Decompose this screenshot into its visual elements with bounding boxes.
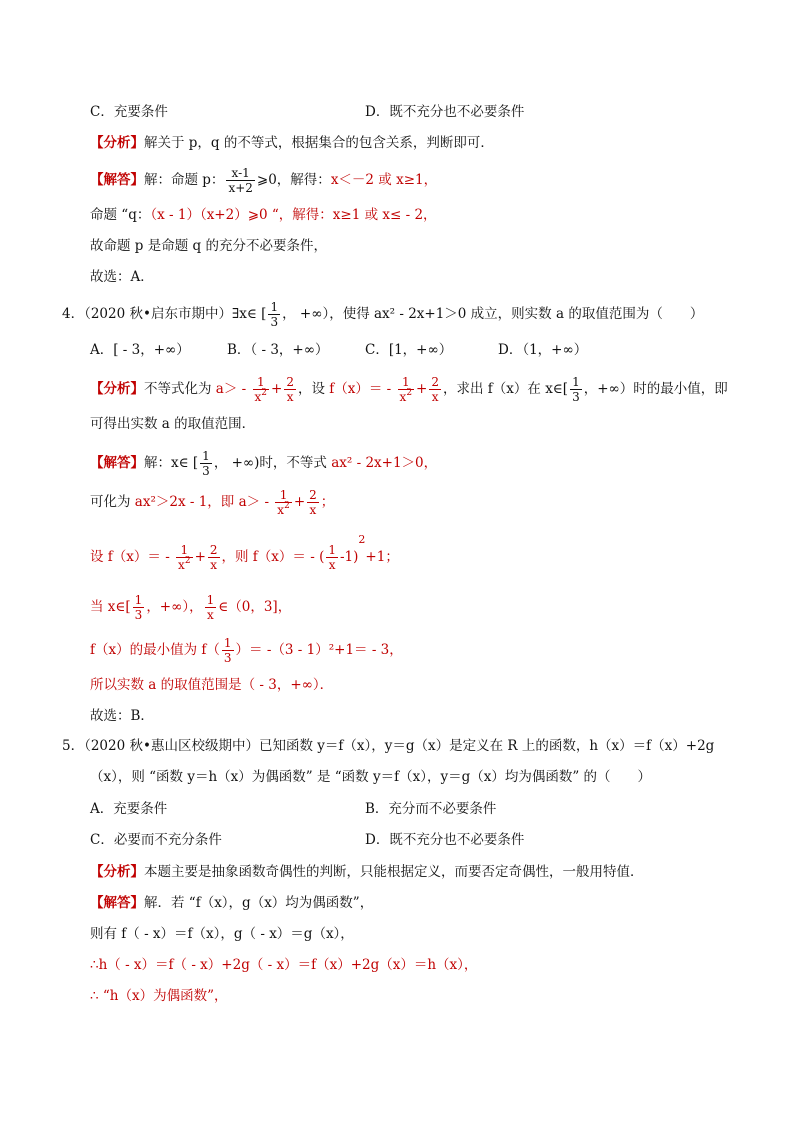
fraction: $\frac{2}{x}$	[309, 488, 317, 517]
fraction: $\frac{1}{x}$	[206, 593, 215, 622]
sol-text: 解：命题 p：	[144, 172, 225, 188]
q5-solution-line-4: ∴ “h（x）为偶函数”，	[90, 988, 228, 1004]
q5-solution-line-3: ∴h（ - x）＝f（ - x）+2g（ - x）＝f（x）+2g（x）＝h（x），	[90, 957, 478, 973]
q4-option-a: A．[ - 3，+∞）	[90, 342, 190, 358]
analysis-text: ，求出 f（x）在 x∈[	[443, 381, 569, 397]
sol-red-text: （x - 1）（x+2）⩾0 “，解得：x≥1 或 x≤ - 2，	[150, 207, 437, 223]
fraction	[226, 166, 254, 195]
sol-red: 当 x∈[	[90, 599, 131, 615]
analysis-tag: 【分析】	[90, 381, 144, 397]
q5-solution-line-2: 则有 f（ - x）＝f（x），g（ - x）＝g（x），	[90, 926, 354, 942]
analysis-text: 本题主要是抽象函数奇偶性的判断，只能根据定义，而要否定奇偶性，一般用特值．	[144, 864, 644, 880]
fraction: $\frac{1}{3}$	[134, 593, 143, 622]
sol-text: 可化为	[90, 494, 135, 510]
sol-text: ， +∞)时，不等式	[213, 455, 332, 471]
fraction: $\frac{1}{3}$	[223, 636, 232, 665]
q5-analysis	[90, 862, 644, 882]
denominator: $x^2$	[399, 388, 413, 404]
numerator: 1	[398, 375, 415, 390]
sol-red: ax²＞2x - 1，即 a＞ -	[134, 494, 274, 510]
numerator: 2	[431, 375, 439, 389]
fraction: $\frac{1}{x^2}$	[277, 488, 290, 517]
sol-text: 解．若 “f（x），g（x）均为偶函数”，	[144, 895, 374, 911]
q5-option-b: B．充分而不必要条件	[365, 801, 497, 817]
q5-option-c: C．必要而不充分条件	[90, 832, 222, 848]
analysis-text: 不等式化为	[144, 381, 216, 397]
denominator: 3	[270, 315, 279, 329]
fraction: $\frac{1}{3}$	[202, 449, 210, 478]
denominator: x	[431, 390, 439, 404]
q3-solution-line-4: 故选：A．	[90, 269, 154, 285]
fraction: $\frac{1}{x^2}$	[178, 543, 191, 572]
sol-red: ；	[320, 494, 335, 510]
sol-text: 命题 “q：	[90, 207, 151, 223]
analysis-tag: 【分析】	[90, 135, 144, 151]
fraction	[253, 375, 270, 404]
numerator: 1	[572, 375, 580, 389]
sol-red: ，+∞），	[146, 599, 203, 615]
analysis-text: 解关于 p，q 的不等式，根据集合的包含关系，判断即可．	[144, 135, 494, 151]
denominator: $x^2$	[254, 388, 268, 404]
q4-solution-line-1	[90, 449, 437, 478]
numerator: 2	[286, 375, 294, 389]
q3-analysis	[90, 133, 494, 153]
denominator: x+2	[228, 181, 253, 195]
sol-result: x＜－2 或 x≥1，	[330, 172, 438, 188]
fraction-one-third	[268, 300, 280, 329]
q4-solution-line-5	[90, 636, 403, 665]
sol-red: ）＝ -（3 - 1）²+1＝ - 3，	[235, 642, 403, 658]
numerator: 1	[253, 375, 270, 390]
sol-text: 解：x∈ [	[144, 455, 199, 471]
sol-red: ∈（0，3]，	[218, 599, 292, 615]
fraction	[284, 375, 296, 404]
q4-analysis-line-1: 【分析】不等式化为 a＞ - $\frac{1}{x^2}$ + $\frac{2}{x}$ ，设 f（x）＝ - $\frac{1}{x^2}$ + $\frac{2}{x}$ ，求出 f（x）在 x∈[ $\frac{1}{3}$ ，+∞）时的最小值，即	[90, 375, 728, 404]
solution-tag: 【解答】	[90, 172, 144, 188]
sol-red: f（x）的最小值为 f（	[90, 642, 220, 658]
q3-solution-line-3: 故命题 p 是命题 q 的充分不必要条件，	[90, 238, 327, 254]
analysis-text: ，+∞）时的最小值，即	[583, 381, 728, 397]
q4-option-c: C．[1，+∞）	[365, 342, 453, 358]
solution-tag: 【解答】	[90, 455, 144, 471]
sol-red: +1；	[365, 549, 399, 565]
denominator: 3	[572, 390, 580, 404]
sol-text: ⩾0，解得：	[256, 172, 331, 188]
solution-tag: 【解答】	[90, 895, 144, 911]
fraction	[429, 375, 441, 404]
fraction: $\frac{1}{x}$	[328, 543, 336, 572]
stem-text: ， +∞），使得 ax² - 2x+1＞0 成立，则实数 a 的取值范围为（ ）	[282, 306, 704, 322]
stem-text: 4．（2020 秋•启东市期中）∃x∈ [	[62, 306, 267, 322]
q3-solution-line-2	[90, 205, 437, 225]
q5-stem-line-1: 5．（2020 秋•惠山区校级期中）已知函数 y＝f（x），y＝g（x）是定义在 R 上的函数，h（x）＝f（x）+2g	[62, 738, 715, 754]
sol-red: ，则 f（x）＝ -	[221, 549, 320, 565]
q4-option-b: B．（ - 3，+∞）	[227, 342, 329, 358]
q4-solution-line-3: 设 f（x）＝ - $\frac{1}{x^2}$ + $\frac{2}{x}$ ，则 f（x）＝ - ( $\frac{1}{x}$ -1)$^2$+1；	[90, 533, 399, 572]
q4-solution-line-2: 可化为 ax²＞2x - 1，即 a＞ - $\frac{1}{x^2}$ + $\frac{2}{x}$ ；	[90, 488, 335, 517]
q4-option-d: D．（1，+∞）	[498, 342, 588, 358]
q3-option-c: C．充要条件	[90, 104, 168, 120]
q5-solution-line-1	[90, 893, 373, 913]
q5-option-a: A．充要条件	[90, 801, 168, 817]
sol-red: 设 f（x）＝ -	[90, 549, 175, 565]
q4-solution-line-6: 所以实数 a 的取值范围是（ - 3，+∞）．	[90, 677, 334, 693]
sol-red: ax² - 2x+1＞0，	[331, 455, 438, 471]
numerator: x-1	[226, 166, 254, 181]
q4-stem	[62, 300, 703, 329]
q5-option-d: D．既不充分也不必要条件	[365, 832, 525, 848]
fraction: $\frac{2}{x}$	[209, 543, 218, 572]
analysis-red: f（x）＝ -	[329, 381, 396, 397]
q3-solution-line-1	[90, 166, 437, 195]
q4-analysis-line-2: 可得出实数 a 的取值范围．	[90, 416, 256, 432]
fraction	[570, 375, 582, 404]
denominator: x	[286, 390, 294, 404]
q4-solution-line-4	[90, 593, 291, 622]
q4-solution-line-7: 故选：B．	[90, 708, 154, 724]
analysis-tag: 【分析】	[90, 864, 144, 880]
q3-option-d: D．既不充分也不必要条件	[365, 104, 525, 120]
numerator: 1	[270, 300, 279, 314]
fraction	[398, 375, 415, 404]
q5-stem-line-2: （x），则 “函数 y＝h（x）为偶函数” 是 “函数 y＝f（x），y＝g（x）均为偶函数” 的（ ）	[90, 769, 652, 785]
analysis-red: a＞ -	[215, 381, 251, 397]
analysis-text: ，设	[297, 381, 330, 397]
